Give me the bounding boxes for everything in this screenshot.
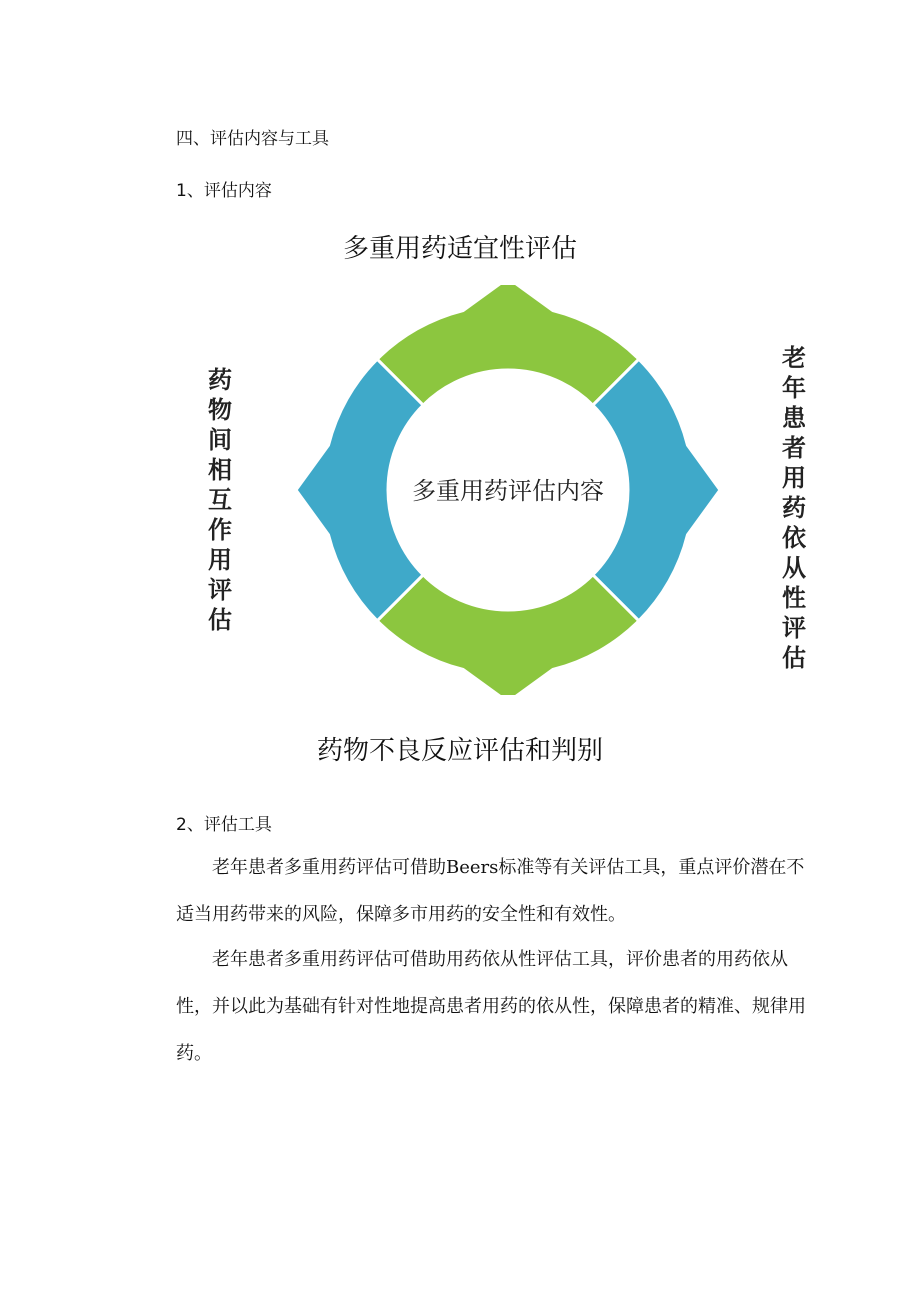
right-label-char: 用	[782, 464, 806, 492]
right-label-char: 药	[782, 494, 806, 522]
right-label-char: 者	[782, 434, 806, 462]
left-label-char: 作	[208, 516, 232, 544]
paragraph-adherence	[176, 936, 816, 1077]
diagram-left-label	[200, 365, 240, 635]
left-label-char: 物	[208, 396, 232, 424]
right-label-char: 从	[782, 554, 806, 582]
right-label-char: 年	[782, 374, 806, 402]
left-label-char: 用	[208, 546, 232, 574]
subheading-tools: 2、评估工具	[176, 815, 272, 835]
diagram-bottom-label: 药物不良反应评估和判别	[316, 736, 603, 766]
right-label-char: 患	[782, 404, 806, 432]
left-label-char: 评	[208, 576, 232, 604]
right-label-char: 依	[782, 524, 806, 552]
cycle-diagram	[290, 285, 730, 695]
paragraph-adherence-text: 老年患者多重用药评估可借助用药依从性评估工具，评价患者的用药依从性，并以此为基础有针对性地提高患者用药的依从性，保障患者的精准、规律用药。	[176, 949, 806, 1064]
diagram-center-label: 多重用药评估内容	[412, 477, 604, 505]
left-label-char: 互	[208, 486, 232, 514]
right-label-char: 老	[782, 344, 806, 372]
right-label-char: 估	[782, 644, 806, 672]
left-label-char: 估	[208, 606, 232, 634]
right-label-char: 评	[782, 614, 806, 642]
diagram-top-label: 多重用药适宜性评估	[342, 234, 577, 264]
subheading-content: 1、评估内容	[176, 181, 272, 201]
left-label-char: 相	[208, 456, 232, 484]
left-label-char: 药	[208, 366, 232, 394]
paragraph-beers-text: 老年患者多重用药评估可借助Beers标准等有关评估工具，重点评价潜在不适当用药带来的风险，保障多市用药的安全性和有效性。	[176, 857, 805, 925]
right-label-char: 性	[782, 584, 806, 612]
section-heading: 四、评估内容与工具	[176, 129, 329, 149]
left-label-char: 间	[208, 426, 232, 454]
diagram-right-label	[774, 343, 814, 673]
paragraph-beers	[176, 844, 816, 938]
